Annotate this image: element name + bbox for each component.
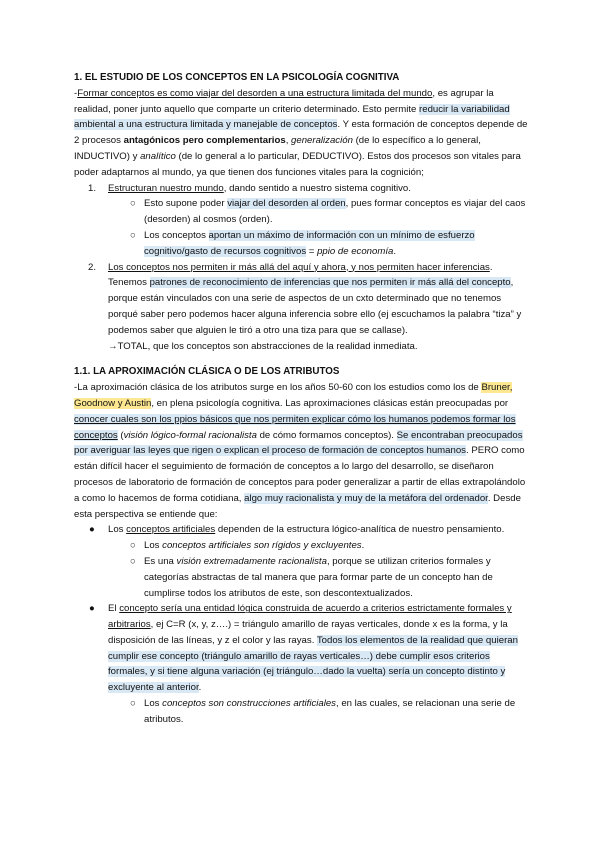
text: dependen de la estructura lógico-analítica de nuestro pensamiento.	[215, 524, 505, 536]
section-heading-1: 1. EL ESTUDIO DE LOS CONCEPTOS EN LA PSICOLOGÍA COGNITIVA	[74, 72, 400, 83]
text: . Y esta formación de conceptos depende de 2 procesos	[74, 119, 528, 147]
list-item	[74, 181, 528, 197]
italic-text: analítico	[140, 150, 176, 162]
text: (	[117, 429, 124, 441]
text: .	[361, 540, 365, 552]
text: , es agrupar la realidad, poner junto aquello que comparte un criterio determinado. Esto permite	[74, 87, 494, 115]
sub-list-item	[74, 696, 528, 728]
highlighted-text: viajar del desorden al orden	[227, 198, 346, 210]
sub-list-item	[74, 228, 528, 260]
text: , pues formar conceptos es viajar del caos (desorden) al cosmos (orden).	[144, 198, 526, 226]
circle-bullet-icon: ○	[130, 540, 136, 552]
text: , dando sentido a nuestro sistema cognitivo.	[223, 182, 411, 194]
text: (de lo general a lo particular, DEDUCTIVO). Estos dos procesos son vitales para poder adaptarnos al mundo, ya que tienen dos funciones vitales para la cognición;	[74, 150, 521, 178]
underlined-text: concepto sería una entidad lógica construida de acuerdo a criterios estrictamente formales y arbitrarios	[108, 603, 512, 631]
text: -La aproximación clásica de los atributos surge en los años 50-60 con los estudios como los de	[74, 382, 482, 394]
list-item	[74, 522, 528, 538]
total-line: →TOTAL, que los conceptos son abstracciones de la realidad inmediata.	[108, 340, 418, 352]
italic-text: conceptos son construcciones artificiales	[162, 698, 336, 710]
sub-list-item	[74, 196, 528, 228]
text: . Tenemos	[108, 261, 493, 289]
text: . Desde esta perspectiva se entiende que:	[74, 492, 521, 520]
bullet-list	[74, 522, 528, 727]
text: El	[108, 603, 120, 615]
list-number: 1.	[88, 182, 97, 194]
highlighted-text: algo muy racionalista y muy de la metáfora del ordenador	[244, 492, 488, 504]
dash: -	[74, 87, 78, 99]
yellow-highlighted-text: Bruner, Goodnow y Austin	[74, 382, 513, 409]
bullet-icon: ●	[89, 524, 95, 536]
text: .	[393, 245, 397, 257]
text: Los conceptos	[144, 229, 209, 241]
numbered-list	[74, 181, 528, 355]
text: de cómo formamos conceptos).	[256, 429, 397, 441]
highlighted-underlined-text: conocer cuales son los ppios básicos que nos permiten explicar cómo los humanos podemos formar los conceptos	[74, 413, 516, 441]
bullet-icon: ●	[89, 603, 95, 615]
bold-text: antagónicos pero complementarios	[123, 135, 286, 147]
underlined-text: conceptos artificiales	[126, 524, 216, 536]
italic-text: visión lógico-formal racionalista	[123, 429, 257, 441]
circle-bullet-icon: ○	[130, 229, 136, 241]
text: . PERO como están difícil hacer el seguimiento de formación de conceptos a lo largo del desarrollo, se diseñaron procesos de laboratorio de formación de conceptos para poder generalizar a partir de ellas extrapolándolo a como lo hacemos de forma cotidiana,	[74, 445, 526, 504]
underlined-text: Formar conceptos es como viajar del desorden a una estructura limitada del mundo	[77, 87, 433, 99]
underlined-text: Los conceptos nos permiten ir más allá del aquí y ahora, y nos permiten hacer inferencias	[108, 261, 490, 273]
text: Los	[144, 698, 163, 710]
text: , en plena psicología cognitiva. Las aproximaciones clásicas están preocupadas por	[151, 397, 509, 409]
italic-text: ppio de economía	[317, 245, 394, 257]
text: (de lo específico a lo general, INDUCTIVO) y	[74, 135, 481, 162]
highlighted-text: Se encontraban preocupados por averiguar las leyes que rigen o explican el proceso de formación de conceptos humanos	[74, 429, 523, 457]
highlighted-text: reducir la variabilidad ambiental a una estructura limitada y manejable de conceptos	[74, 103, 510, 131]
highlighted-text: patrones de reconocimiento de inferencias que nos permiten ir más allá del concepto	[149, 277, 511, 289]
circle-bullet-icon: ○	[130, 198, 136, 210]
classic-approach-paragraph	[74, 380, 528, 522]
text: , porque están vinculados con una serie de aspectos de un cxto determinado que no tenemos porqué saber pero podemos hacer alguna inferencia sobre ello (ej escuchamos la palabra “tiza” y podemos saber que alguien le tiró a otro una tiza para que se callase).	[108, 277, 522, 336]
text: Es una	[144, 555, 177, 567]
text: Los	[108, 524, 127, 536]
list-item	[74, 601, 528, 696]
italic-text: generalización	[291, 135, 353, 147]
text: Esto supone poder	[144, 198, 228, 210]
text: , ej C=R (x, y, z….) = triángulo amarillo de rayas verticales, donde x es la forma, y la disposición de las líneas, y z el color y las rayas.	[108, 619, 508, 646]
text: =	[306, 245, 318, 257]
intro-paragraph	[74, 86, 528, 181]
text: .	[198, 682, 202, 694]
italic-text: visión extremadamente racionalista	[176, 555, 327, 567]
italic-text: conceptos artificiales son rígidos y excluyentes	[162, 540, 362, 552]
sub-list-item	[74, 554, 528, 601]
text: ,	[285, 135, 292, 147]
list-number: 2.	[88, 261, 97, 273]
text: Los	[144, 540, 163, 552]
underlined-text: Estructuran nuestro mundo	[108, 182, 224, 194]
sub-list-item	[74, 538, 528, 554]
text: , porque se utilizan criterios formales y categorías abstractas de tal manera que para formar parte de un concepto han de cumplirse todos los atributos de este, son descontextualizados.	[144, 555, 493, 599]
list-item	[74, 260, 528, 339]
text: , en las cuales, se relacionan una serie de atributos.	[144, 698, 516, 725]
circle-bullet-icon: ○	[130, 698, 136, 710]
circle-bullet-icon: ○	[130, 555, 136, 567]
highlighted-text: aportan un máximo de información con un mínimo de esfuerzo cognitivo/gasto de recursos cognitivos	[144, 229, 475, 257]
section-heading-2: 1.1. LA APROXIMACIÓN CLÁSICA O DE LOS ATRIBUTOS	[74, 366, 340, 378]
highlighted-text: Todos los elementos de la realidad que quieran cumplir ese concepto (triángulo amarillo de rayas verticales…) debe cumplir esos criterios formales, y si tiene alguna variación (ej triángulo…dado la vuelta) sería un concepto distinto y excluyente al anterior	[108, 634, 518, 694]
